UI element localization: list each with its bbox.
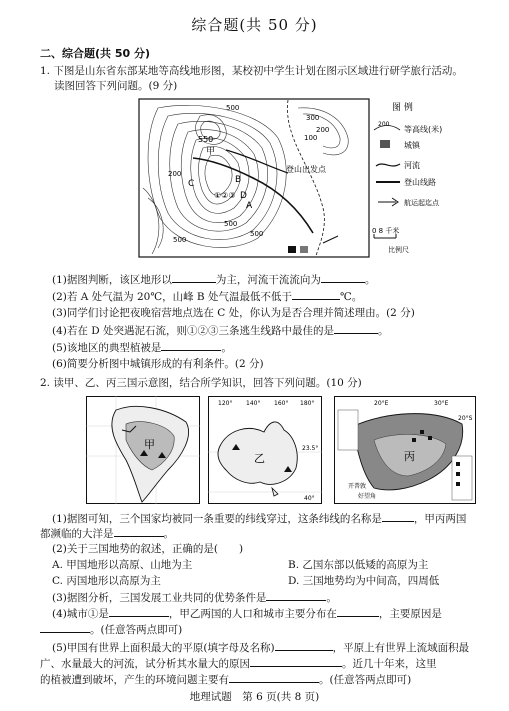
contour-map xyxy=(138,98,370,258)
map-yi xyxy=(208,396,322,504)
q1-sub2: (2)若 A 处气温为 20℃，山峰 B 处气温最低不低于 ℃。 xyxy=(52,291,363,303)
q1-intro-line2: 读图回答下列问题。(9 分) xyxy=(54,80,178,92)
q2-sub1: (1)据图可知，三个国家均被同一条重要的纬线穿过，这条纬线的名称是 ，甲丙两国 xyxy=(52,513,467,525)
q2-sub3: (3)据图分析，三国发展工业共同的优势条件是 。 xyxy=(52,592,337,604)
contour-label: 200 xyxy=(316,126,330,134)
legend-landing: 航运起迄点 xyxy=(404,199,439,207)
q1-sub5: (5)该地区的典型植被是 。 xyxy=(52,342,232,354)
q1-sub1: (1)据图判断，该区地形以 为主，河流干流流向为 。 xyxy=(52,274,376,286)
map-legend xyxy=(372,100,462,260)
contour-label: 500 xyxy=(224,220,238,228)
map-yi-label: 乙 xyxy=(254,452,265,465)
answer-blank[interactable] xyxy=(40,622,90,633)
q2-sub2: (2)关于三国地势的叙述，正确的是( ) xyxy=(52,543,244,555)
legend-river: 河流 xyxy=(404,161,420,170)
label-cape-of-good-hope: 好望角 xyxy=(358,493,377,500)
label-b: B xyxy=(235,175,242,185)
answer-blank[interactable] xyxy=(275,640,333,651)
map-jia-label: 甲 xyxy=(144,438,155,451)
town-marker xyxy=(300,246,308,253)
lat-label: 20°S xyxy=(458,415,473,422)
label-capetown: 开普敦 xyxy=(348,483,367,490)
q2-sub5-cont2: 的植被遭到破坏，产生的环境问题主要有 。(任意答两点即可) xyxy=(40,674,412,686)
q2-option-b[interactable]: B. 乙国东部以低矮的高原为主 xyxy=(288,559,429,571)
lon-label: 160° xyxy=(274,400,289,407)
label-c: C xyxy=(188,179,195,189)
contour-label: 200 xyxy=(168,170,182,178)
contour-label: 500 xyxy=(250,230,264,238)
label-d: D xyxy=(240,191,247,201)
label-routes: ①②③ xyxy=(214,191,236,200)
lon-label: 120° xyxy=(218,400,233,407)
map-jia xyxy=(86,396,200,504)
scale-numbers: 0 8 千米 xyxy=(372,227,400,235)
q1-sub3: (3)同学们讨论把夜晚宿营地点选在 C 处，你认为是否合理并简述理由。(2 分) xyxy=(52,307,415,319)
section-heading: 二、综合题(共 50 分) xyxy=(40,47,151,60)
map-bing-label: 丙 xyxy=(404,450,415,463)
q2-option-c[interactable]: C. 丙国地形以高原为主 xyxy=(52,575,161,587)
town-icon xyxy=(380,140,390,148)
legend-town: 城镇 xyxy=(404,141,420,150)
q2-option-d[interactable]: D. 三国地势均为中间高，四周低 xyxy=(288,575,440,587)
answer-blank[interactable] xyxy=(292,289,340,300)
label-a: A xyxy=(246,201,253,211)
lon-label: 30°E xyxy=(434,400,449,407)
answer-blank[interactable] xyxy=(337,606,379,617)
contour-label: 500 xyxy=(173,236,187,244)
lon-label: 180° xyxy=(300,400,315,407)
answer-blank[interactable] xyxy=(382,511,414,522)
answer-blank[interactable] xyxy=(266,590,326,601)
label-peak: 550 xyxy=(198,135,214,144)
scale-label: 比例尺 xyxy=(388,246,409,254)
q2-intro: 2. 读甲、乙、丙三国示意图，结合所学知识，回答下列问题。(10 分) xyxy=(40,377,362,389)
answer-blank[interactable] xyxy=(229,672,319,683)
q2-sub4: (4)城市①是 ，甲乙两国的人口和城市主要分布在 ，主要原因是 xyxy=(52,608,442,620)
label-start: 登山出发点 xyxy=(286,165,326,174)
lon-label: 20°E xyxy=(374,400,389,407)
answer-blank[interactable] xyxy=(109,606,169,617)
q1-intro-line1: 1. 下图是山东省东部某地等高线地形图，某校初中学生计划在图示区域进行研学旅行活动。 xyxy=(40,65,463,77)
answer-blank[interactable] xyxy=(172,272,216,283)
town-marker xyxy=(288,246,296,253)
label-jia: 甲 xyxy=(206,147,216,157)
contour-label: 500 xyxy=(226,104,240,112)
svg-text:200: 200 xyxy=(378,121,390,128)
q2-sub4-cont: 。(任意答两点即可) xyxy=(40,622,182,637)
legend-contour: 等高线(米) xyxy=(404,125,443,134)
q2-sub5: (5)甲国有世界上面积最大的平原(填字母及名称) ，平原上有世界上流域面积最 xyxy=(52,642,470,654)
q2-sub1-cont: 都濒临的大洋是 。 xyxy=(40,528,174,540)
contour-label: 300 xyxy=(306,114,320,122)
q1-sub6: (6)简要分析图中城镇形成的有利条件。(2 分) xyxy=(52,358,264,370)
page-footer: 地理试题 第 6 页(共 8 页) xyxy=(189,691,320,703)
lat-label: 23.5° xyxy=(302,445,319,452)
answer-blank[interactable] xyxy=(334,323,378,334)
answer-blank[interactable] xyxy=(161,340,221,351)
answer-blank[interactable] xyxy=(250,656,342,667)
lon-label: 140° xyxy=(246,400,261,407)
q1-sub4: (4)若在 D 处突遇泥石流，则①②③三条逃生线路中最佳的是 。 xyxy=(52,325,389,337)
legend-route: 登山线路 xyxy=(404,178,436,187)
q2-option-a[interactable]: A. 甲国地形以高原、山地为主 xyxy=(52,559,193,571)
lat-label: 40° xyxy=(304,495,315,502)
contour-label: 100 xyxy=(304,134,318,142)
q2-sub5-cont1: 广、水量最大的河流，试分析其水量大的原因 。近几十年来，这里 xyxy=(40,658,437,670)
page-title: 综合题(共 50 分) xyxy=(191,16,318,34)
legend-title: 图 例 xyxy=(392,103,413,113)
answer-blank[interactable] xyxy=(321,272,365,283)
answer-blank[interactable] xyxy=(114,526,164,537)
map-bing xyxy=(334,396,476,504)
